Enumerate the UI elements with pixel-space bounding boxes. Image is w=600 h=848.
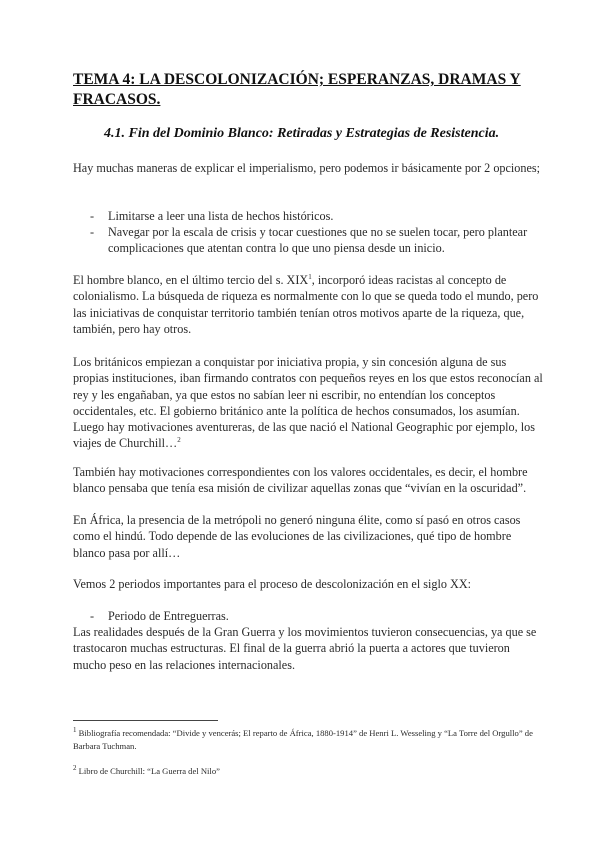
list-item xyxy=(90,608,540,624)
footnote-text: Bibliografía recomendada: “Divide y vencerás; El reparto de África, 1880-1914” de Henri L. Wesseling y “La Torre del Orgullo” de Barbara Tuchman. xyxy=(73,728,533,751)
section-heading: 4.1. Fin del Dominio Blanco: Retiradas y Estrategias de Resistencia. xyxy=(104,126,500,141)
paragraph-africa: En África, la presencia de la metrópoli no generó ninguna élite, como sí pasó en otros casos como el hindú. Todo depende de las evoluciones de las civilizaciones, qué tipo de hombre blanco pasa por allí… xyxy=(73,513,521,560)
paragraph-western-values: También hay motivaciones correspondientes con los valores occidentales, es decir, el hombre blanco pensaba que tenía esa misión de civilizar aquellas zonas que “vivían en la oscuridad”. xyxy=(73,465,528,496)
list-item xyxy=(90,224,540,257)
footnote-number: 1 xyxy=(73,726,77,735)
footnote-ref[interactable]: 1 xyxy=(308,272,312,281)
paragraph-text: Los británicos empiezan a conquistar por iniciativa propia, y sin concesión alguna de sus propias instituciones, iban firmando contratos con pequeños reyes en los que estos reconocían al rey y les engañaban, ya que estos no sabían leer ni escribir, no entendían los conceptos occidentales, etc. El gobierno británico ante la política de hechos consumados, los asumían. Luego hay motivaciones aventureras, de las que nació el National Geographic por ejemplo, los viajes de Churchill… xyxy=(73,355,543,451)
footnote-divider xyxy=(73,720,218,721)
paragraph-british xyxy=(73,354,543,452)
list-item xyxy=(90,208,540,224)
bullet-dash: - xyxy=(90,609,95,623)
footnote-number: 2 xyxy=(73,764,77,773)
list-item-text: Periodo de Entreguerras. xyxy=(108,609,229,623)
footnote-1 xyxy=(73,727,543,753)
paragraph-periods: Vemos 2 periodos importantes para el proceso de descolonización en el siglo XX: xyxy=(73,577,472,591)
bullet-dash: - xyxy=(90,209,95,223)
footnote-2 xyxy=(73,765,543,778)
footnote-text: Libro de Churchill: “La Guerra del Nilo” xyxy=(78,766,220,776)
paragraph-great-war: Las realidades después de la Gran Guerra y los movimientos tuvieron consecuencias, ya que se trastocaron muchas estructuras. El final de la guerra abrió la puerta a actores que tuvieron mucho peso en las relaciones internacionales. xyxy=(73,625,537,672)
paragraph-white-man xyxy=(73,272,543,337)
list-item-text: Navegar por la escala de crisis y tocar cuestiones que no se suelen tocar, pero plantear complicaciones que atentan contra lo que uno piensa desde un inicio. xyxy=(108,225,528,256)
footnote-ref[interactable]: 2 xyxy=(177,436,181,445)
page-title: TEMA 4: LA DESCOLONIZACIÓN; ESPERANZAS, DRAMAS Y FRACASOS. xyxy=(73,71,521,108)
paragraph-text: , incorporó ideas racistas al concepto de colonialismo. La búsqueda de riqueza es normalmente con lo que se queda todo el mundo, pero las iniciativas de conquistar territorio también tenían otros motivos aparte de la riqueza, que, también, pero hay otros. xyxy=(73,273,539,336)
paragraph-text: El hombre blanco, en el último tercio del s. XIX xyxy=(73,273,309,287)
intro-paragraph: Hay muchas maneras de explicar el imperialismo, pero podemos ir básicamente por 2 opciones; xyxy=(73,161,541,175)
list-item-text: Limitarse a leer una lista de hechos históricos. xyxy=(108,209,334,223)
bullet-dash: - xyxy=(90,225,95,239)
